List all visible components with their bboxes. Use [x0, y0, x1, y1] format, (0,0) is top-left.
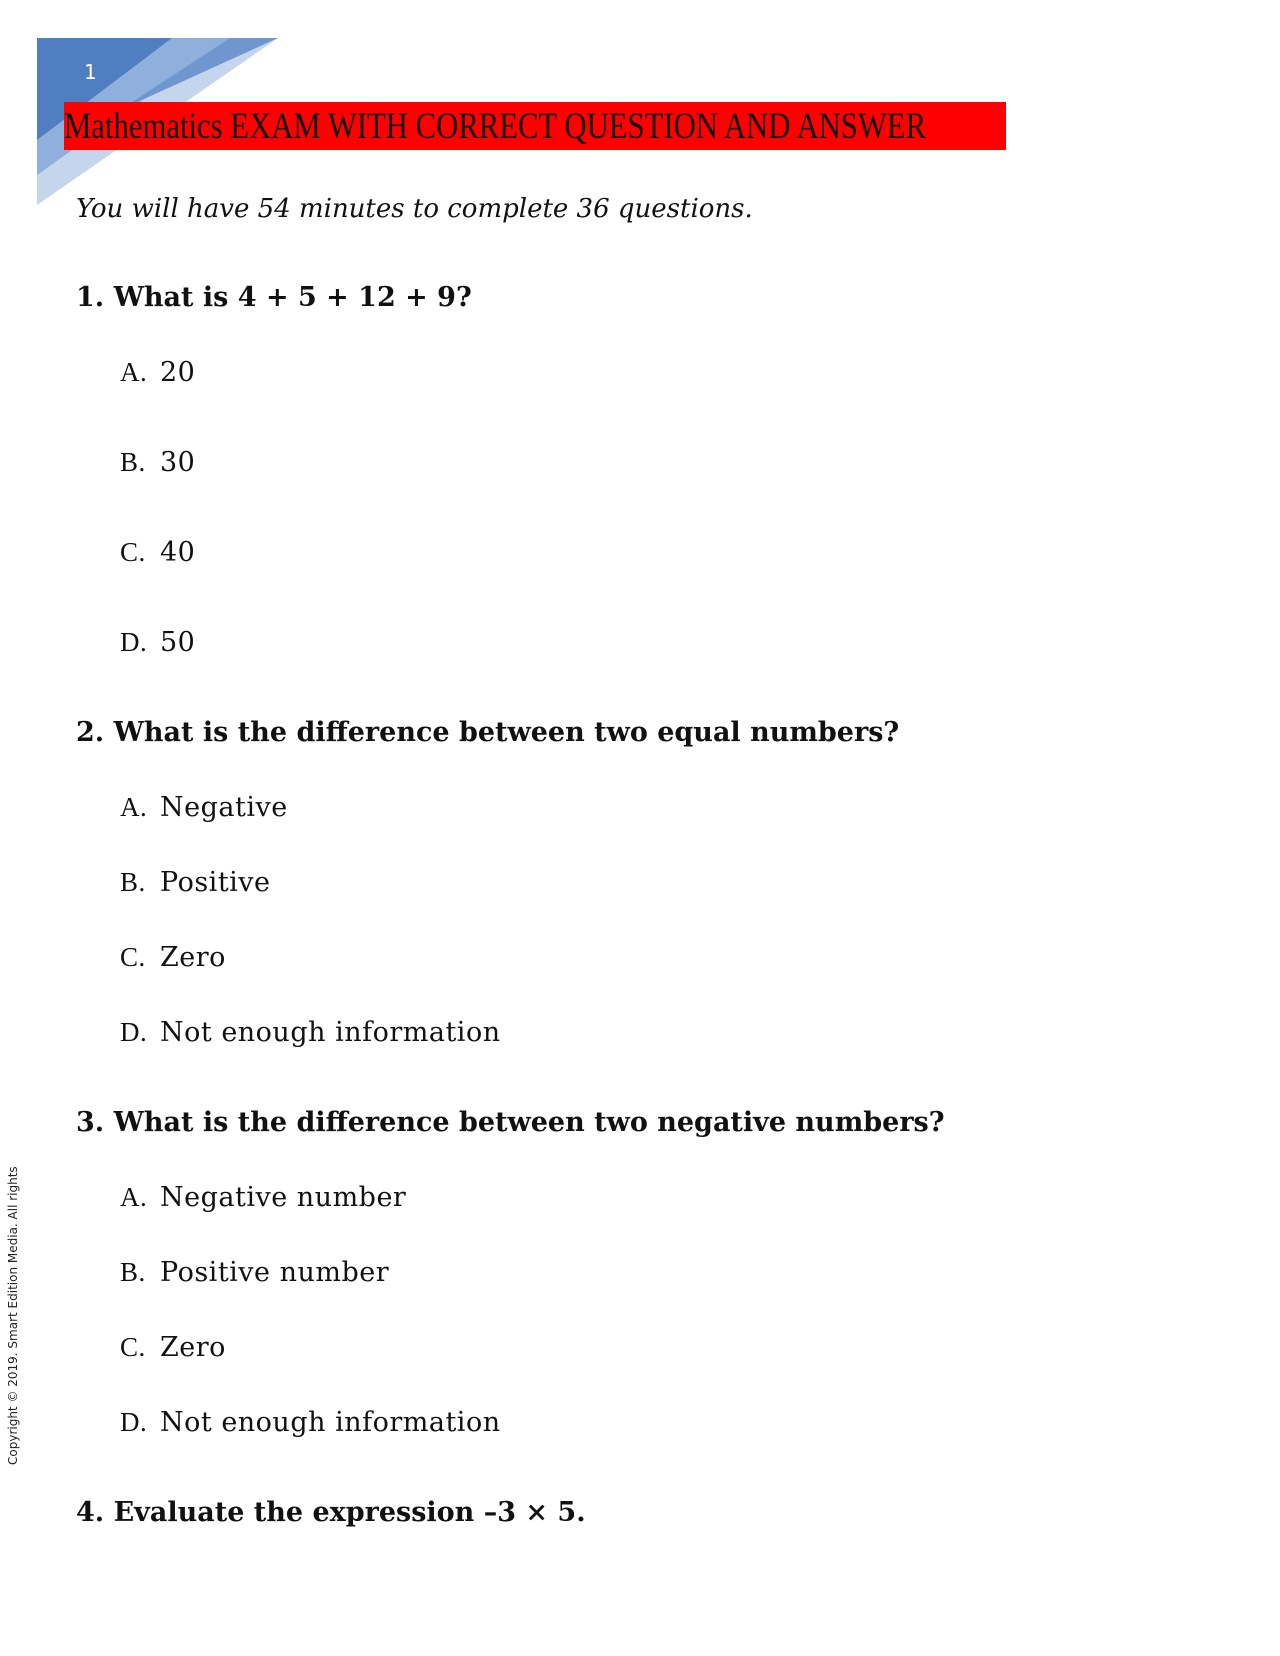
- option-1a: [120, 357, 195, 388]
- option-1d: [120, 627, 195, 658]
- option-letter: D.: [120, 627, 148, 657]
- page-title: Mathematics EXAM WITH CORRECT QUESTION AND ANSWER: [64, 105, 927, 147]
- question-3: 3. What is the difference between two negative numbers?: [76, 1107, 945, 1138]
- option-text: 50: [160, 627, 196, 658]
- option-text: Not enough information: [160, 1407, 501, 1438]
- option-letter: C.: [120, 942, 146, 972]
- option-letter: A.: [120, 792, 148, 822]
- option-3a: [120, 1182, 406, 1213]
- option-3c: [120, 1332, 226, 1363]
- option-3d: [120, 1407, 501, 1438]
- option-text: Negative: [160, 792, 288, 823]
- exam-instructions: You will have 54 minutes to complete 36 questions.: [76, 194, 753, 224]
- option-3b: [120, 1257, 389, 1288]
- option-letter: C.: [120, 537, 146, 567]
- option-text: Zero: [160, 1332, 226, 1363]
- option-letter: D.: [120, 1407, 148, 1437]
- option-1b: [120, 447, 195, 478]
- option-letter: B.: [120, 447, 146, 477]
- question-2: 2. What is the difference between two equal numbers?: [76, 717, 900, 748]
- option-text: 20: [160, 357, 196, 388]
- option-text: Positive number: [160, 1257, 390, 1288]
- copyright-notice: Copyright © 2019. Smart Edition Media. All rights: [6, 1166, 20, 1465]
- option-1c: [120, 537, 195, 568]
- option-letter: A.: [120, 357, 148, 387]
- option-2d: [120, 1017, 501, 1048]
- option-text: 30: [160, 447, 196, 478]
- title-bar: [64, 102, 1006, 150]
- option-2a: [120, 792, 288, 823]
- option-2c: [120, 942, 226, 973]
- question-4: 4. Evaluate the expression –3 × 5.: [76, 1497, 586, 1528]
- option-letter: D.: [120, 1017, 148, 1047]
- option-text: Negative number: [160, 1182, 407, 1213]
- option-2b: [120, 867, 271, 898]
- option-letter: B.: [120, 867, 146, 897]
- question-1: 1. What is 4 + 5 + 12 + 9?: [76, 282, 472, 313]
- option-text: Positive: [160, 867, 271, 898]
- option-letter: A.: [120, 1182, 148, 1212]
- option-letter: B.: [120, 1257, 146, 1287]
- option-text: Not enough information: [160, 1017, 501, 1048]
- option-text: 40: [160, 537, 196, 568]
- option-letter: C.: [120, 1332, 146, 1362]
- option-text: Zero: [160, 942, 226, 973]
- page-number: 1: [84, 60, 97, 84]
